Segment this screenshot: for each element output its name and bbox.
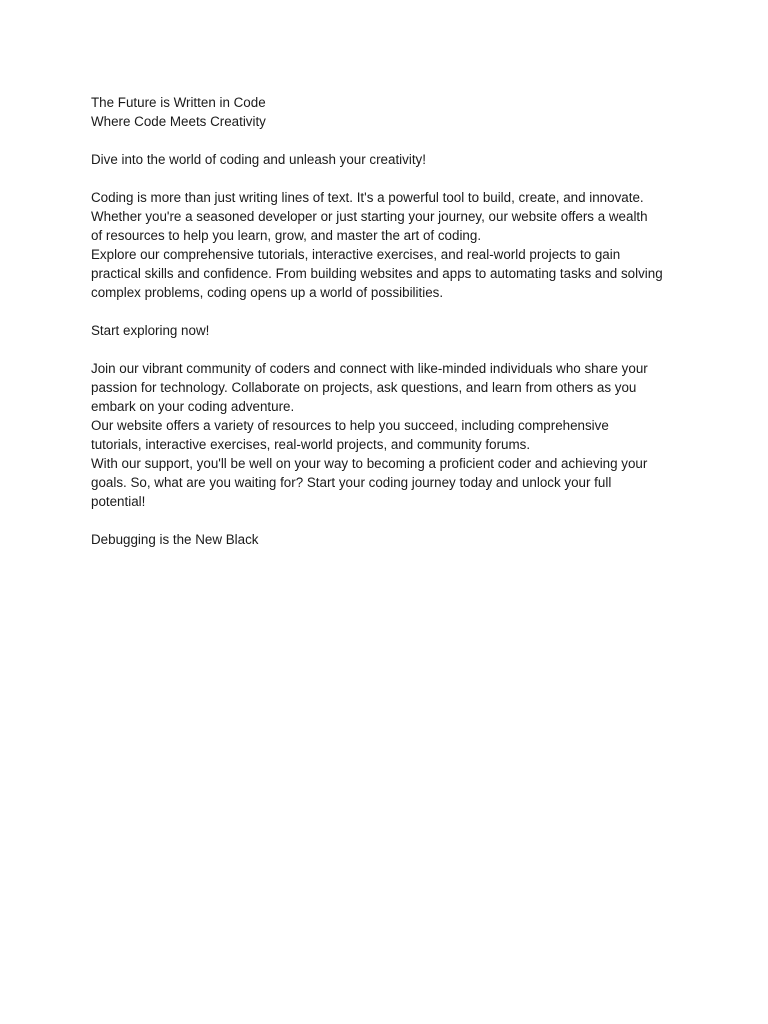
- blank-line: [91, 131, 691, 150]
- text-line: tutorials, interactive exercises, real-world projects, and community forums.: [91, 437, 531, 452]
- text-line: Whether you're a seasoned developer or just starting your journey, our website offers a wealth: [91, 209, 648, 224]
- text-line: of resources to help you learn, grow, and master the art of coding.: [91, 228, 482, 243]
- document-body: [91, 93, 691, 549]
- heading-line-2: Where Code Meets Creativity: [91, 114, 266, 129]
- text-line: complex problems, coding opens up a world of possibilities.: [91, 285, 444, 300]
- text-line: With our support, you'll be well on your way to becoming a proficient coder and achieving your: [91, 456, 648, 471]
- blank-line: [91, 302, 691, 321]
- section-1-paragraph: [91, 188, 691, 302]
- blank-line: [91, 340, 691, 359]
- blank-line: [91, 169, 691, 188]
- text-line: goals. So, what are you waiting for? Start your coding journey today and unlock your full: [91, 475, 612, 490]
- text-line: potential!: [91, 494, 146, 509]
- closing-text: Debugging is the New Black: [91, 532, 259, 547]
- intro-text: Dive into the world of coding and unleash your creativity!: [91, 152, 426, 167]
- heading-line-1: The Future is Written in Code: [91, 95, 266, 110]
- text-line: Explore our comprehensive tutorials, interactive exercises, and real-world projects to gain: [91, 247, 621, 262]
- blank-line: [91, 511, 691, 530]
- text-line: Join our vibrant community of coders and connect with like-minded individuals who share your: [91, 361, 648, 376]
- section-2-paragraph: [91, 359, 691, 511]
- text-line: Coding is more than just writing lines of text. It's a powerful tool to build, create, and innovate.: [91, 190, 644, 205]
- text-line: Our website offers a variety of resources to help you succeed, including comprehensive: [91, 418, 609, 433]
- text-line: passion for technology. Collaborate on projects, ask questions, and learn from others as you: [91, 380, 637, 395]
- text-line: embark on your coding adventure.: [91, 399, 295, 414]
- cta-text: Start exploring now!: [91, 323, 210, 338]
- text-line: practical skills and confidence. From building websites and apps to automating tasks and solving: [91, 266, 663, 281]
